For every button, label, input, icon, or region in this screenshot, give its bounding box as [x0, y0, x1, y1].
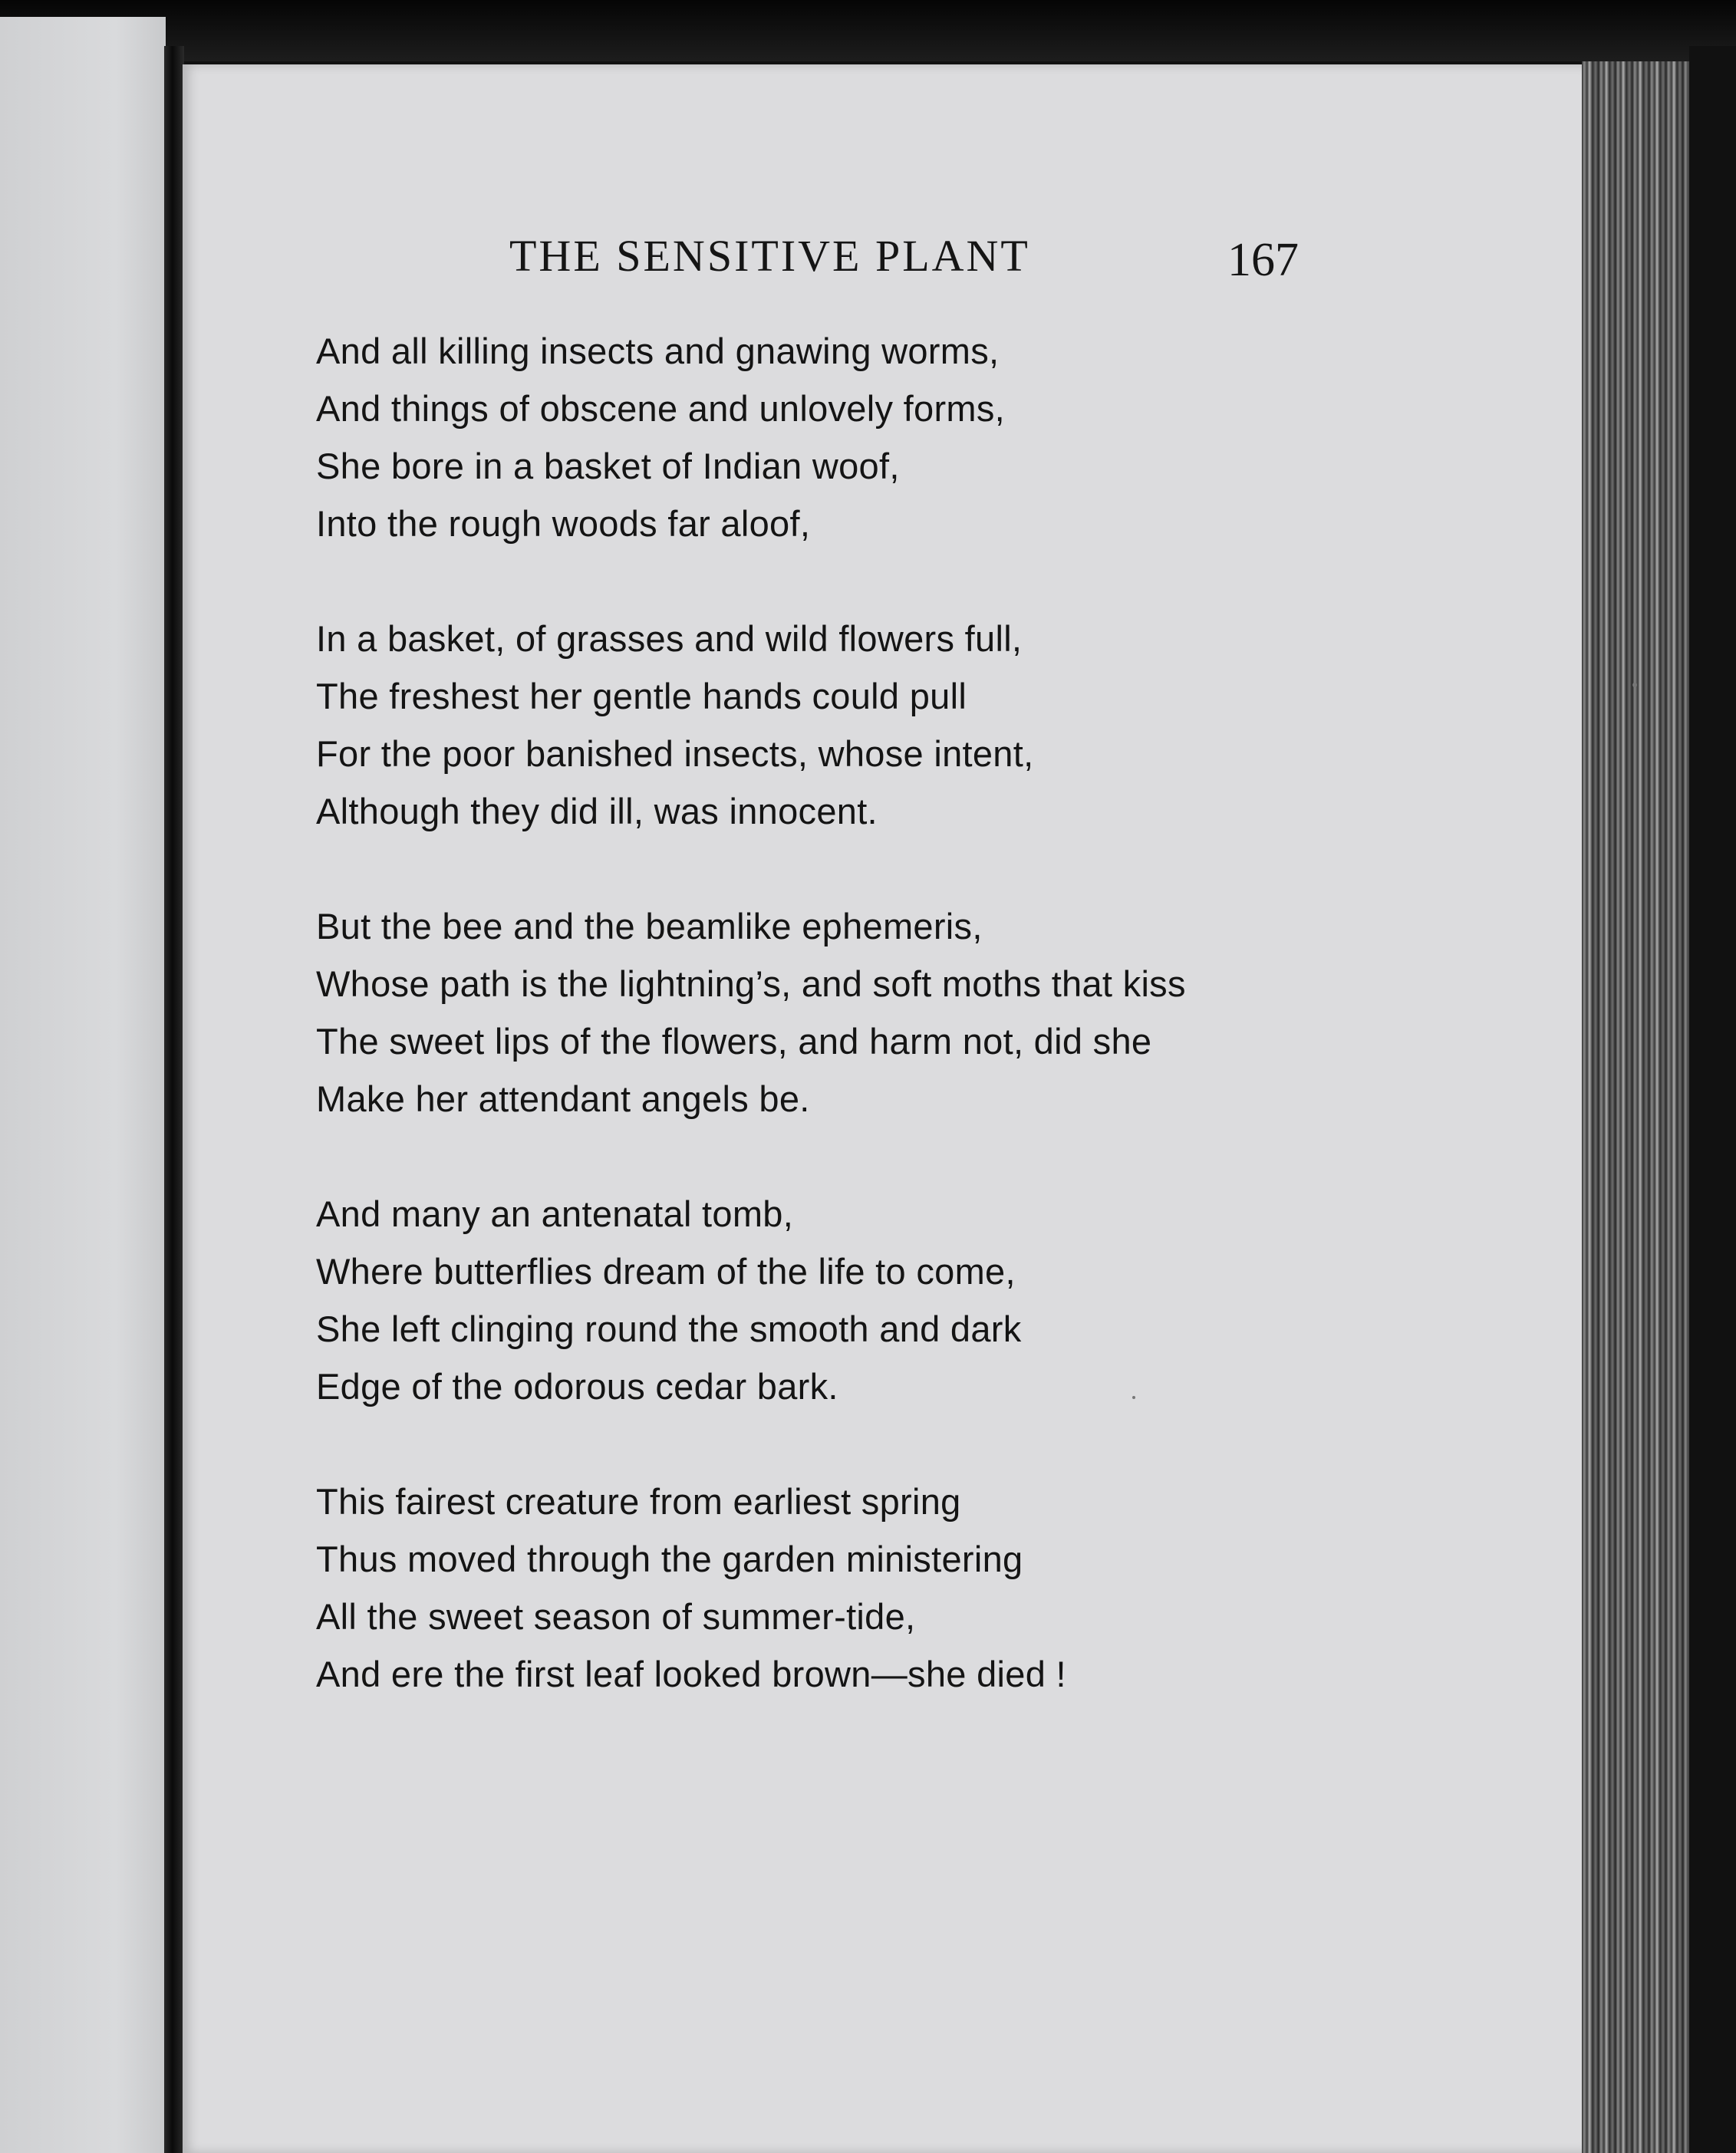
poem-line: And all killing insects and gnawing worms, — [316, 331, 1000, 371]
poem-line: For the poor banished insects, whose intent, — [316, 733, 1034, 774]
poem-line: All the sweet season of summer-tide, — [316, 1596, 916, 1637]
page-number: 167 — [1227, 234, 1299, 286]
facing-page-edge — [0, 17, 166, 2153]
stanza — [316, 610, 1543, 840]
poem-line: Where butterflies dream of the life to come, — [316, 1251, 1016, 1292]
poem-line: And many an antenatal tomb, — [316, 1193, 794, 1234]
poem-line: Edge of the odorous cedar bark. — [316, 1366, 838, 1407]
poem-line: The freshest her gentle hands could pull — [316, 676, 967, 716]
poem-line: But the bee and the beamlike ephemeris, — [316, 906, 983, 946]
poem-line: Into the rough woods far aloof, — [316, 503, 811, 544]
poem-line: And things of obscene and unlovely forms, — [316, 388, 1006, 429]
poem-line: Whose path is the lightning’s, and soft moths that kiss — [316, 963, 1186, 1004]
poem-line: She bore in a basket of Indian woof, — [316, 446, 900, 486]
stanza — [316, 897, 1543, 1128]
poem-line: This fairest creature from earliest spring — [316, 1481, 961, 1522]
poem-line: Thus moved through the garden ministering — [316, 1539, 1023, 1579]
scan-top-shadow — [0, 0, 1736, 61]
poem-text — [316, 322, 1543, 1760]
running-title: THE SENSITIVE PLANT — [509, 231, 1030, 281]
poem-line: And ere the first leaf looked brown—she died ! — [316, 1654, 1066, 1694]
poem-line: In a basket, of grasses and wild flowers full, — [316, 618, 1023, 659]
stanza — [316, 322, 1543, 552]
poem-line: She left clinging round the smooth and dark — [316, 1309, 1022, 1349]
poem-line: The sweet lips of the flowers, and harm not, did she — [316, 1021, 1152, 1062]
poem-line: Make her attendant angels be. — [316, 1078, 810, 1119]
book-gutter — [164, 46, 184, 2153]
stanza — [316, 1185, 1543, 1415]
paper-speck — [1632, 683, 1637, 687]
poem-line: Although they did ill, was innocent. — [316, 791, 878, 831]
page-stack-edge — [1582, 61, 1689, 2153]
stanza — [316, 1473, 1543, 1703]
scan-right-shadow — [1689, 46, 1736, 2153]
